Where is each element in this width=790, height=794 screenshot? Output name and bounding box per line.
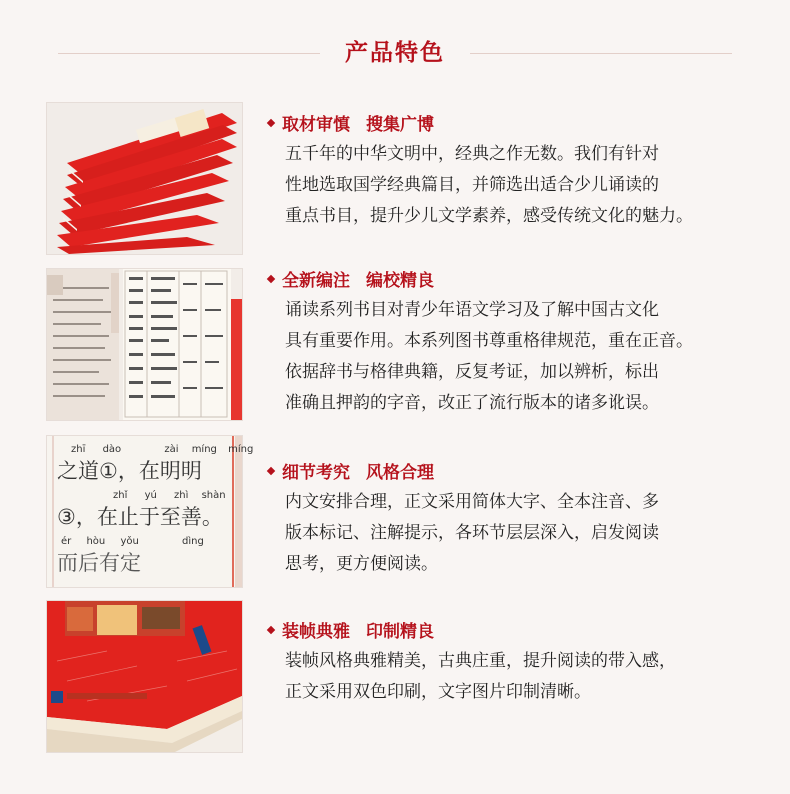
description-line: 依据辞书与格律典籍，反复考证，加以辨析，标出 [285,362,659,382]
feature-heading [268,458,434,483]
section-title: 产品特色 [345,40,445,66]
description-line: 装帧风格典雅精美，古典庄重，提升阅读的带入感， [285,651,676,671]
description-line: 五千年的中华文明中，经典之作无数。我们有针对 [285,144,659,164]
bullet-diamond-icon [267,119,275,127]
description-line: 重点书目，提升少儿文学素养，感受传统文化的魅力。 [285,206,693,226]
pinyin-syllable: zhī [71,444,86,455]
book-cover-image [46,600,243,753]
bullet-diamond-icon [267,467,275,475]
description-line: 内文安排合理，正文采用简体大字、全本注音、多 [285,492,659,512]
feature-title-a: 全新编注 [282,271,350,291]
pinyin-syllable: ér [61,536,72,547]
book-stack-image [46,102,243,255]
classic-text-line: 之道①，在明明 [57,459,202,483]
open-book-page-image [46,268,243,421]
feature-title-a: 取材审慎 [282,115,350,135]
feature-title-a: 装帧典雅 [282,622,350,642]
classic-text-line: 而后有定 [57,551,141,575]
feature-heading [268,266,434,291]
pinyin-syllable: hòu [86,536,106,547]
feature-title-b: 搜集广博 [366,115,434,135]
description-line: 准确且押韵的字音，改正了流行版本的诸多讹误。 [285,393,659,413]
pinyin-syllable: zhǐ [113,490,128,501]
feature-title-b: 风格合理 [366,463,434,483]
feature-description [285,295,755,419]
pinyin-text-closeup-image [46,435,254,588]
section-header [0,34,790,74]
bullet-diamond-icon [267,626,275,634]
feature-heading [268,110,434,135]
pinyin-syllable: shàn [201,490,226,501]
bullet-diamond-icon [267,275,275,283]
description-line: 具有重要作用。本系列图书尊重格律规范，重在正音。 [285,331,693,351]
pinyin-sample [57,444,254,578]
pinyin-syllable: yú [144,490,157,501]
description-line: 版本标记、注解提示，各环节层层深入，启发阅读 [285,523,659,543]
feature-description [285,487,755,580]
pinyin-syllable: dào [102,444,122,455]
feature-heading [268,617,434,642]
description-line: 性地选取国学经典篇目，并筛选出适合少儿诵读的 [285,175,659,195]
pinyin-syllable: zài [164,444,179,455]
description-line: 诵读系列书目对青少年语文学习及了解中国古文化 [285,300,659,320]
feature-description [285,646,755,708]
description-line: 思考，更方便阅读。 [285,554,438,574]
pinyin-syllable: zhì [174,490,189,501]
description-line: 正文采用双色印刷，文字图片印制清晰。 [285,682,591,702]
feature-title-b: 编校精良 [366,271,434,291]
pinyin-syllable: míng [228,444,254,455]
pinyin-syllable: dìng [182,536,204,547]
feature-description [285,139,755,232]
classic-text-line: ③，在止于至善。 [57,505,223,529]
feature-title-a: 细节考究 [282,463,350,483]
feature-title-b: 印制精良 [366,622,434,642]
header-divider-right [470,53,732,54]
pinyin-syllable: yǒu [120,536,139,547]
pinyin-syllable: míng [191,444,217,455]
